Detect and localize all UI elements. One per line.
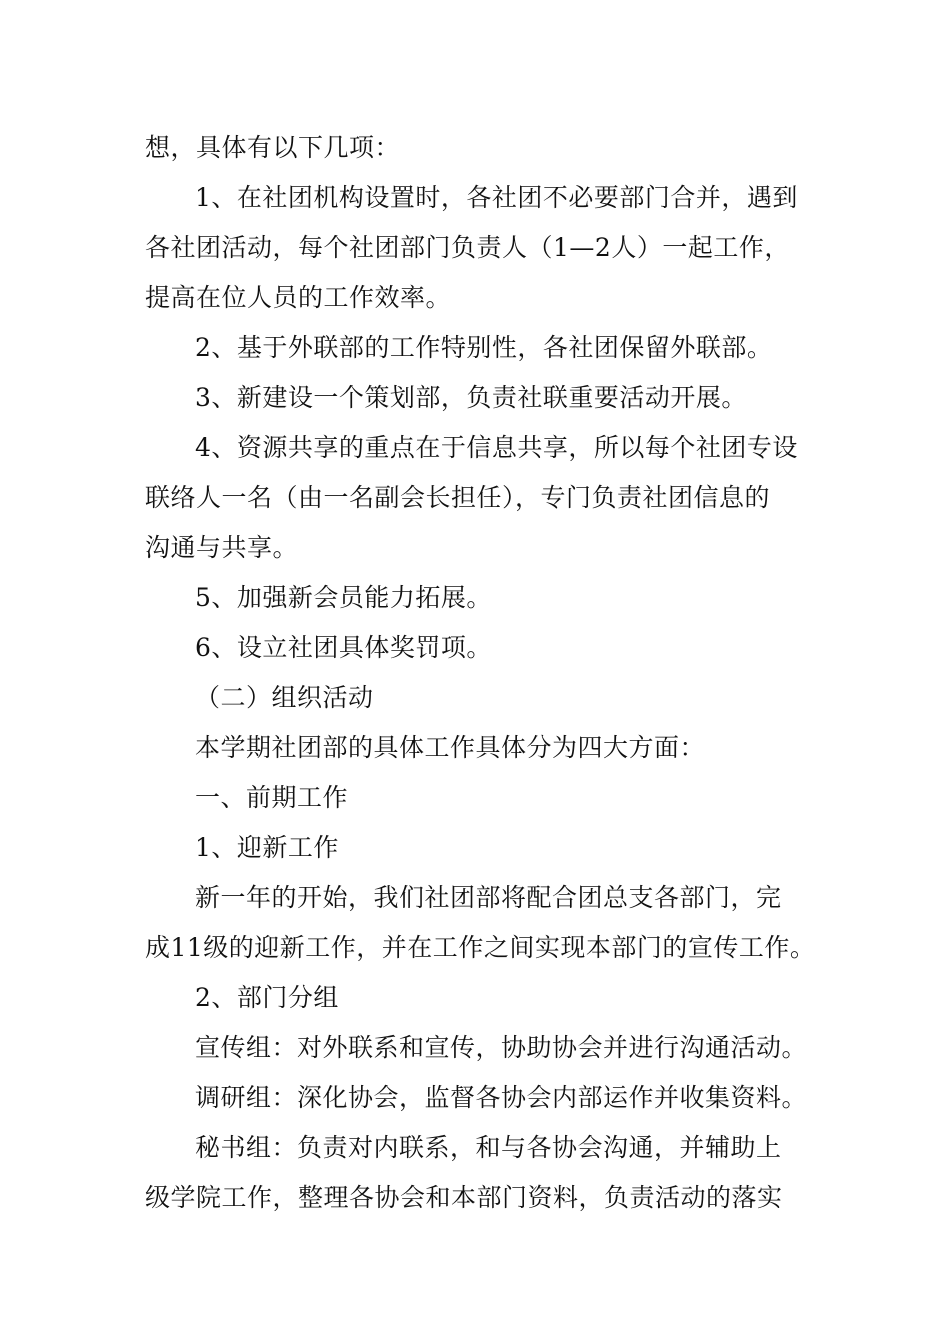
section-heading: 2、部门分组 <box>195 983 339 1012</box>
text-line: 各社团活动，每个社团部门负责人（1—2人）一起工作， <box>145 233 790 262</box>
text-line: 本学期社团部的具体工作具体分为四大方面： <box>195 733 706 762</box>
text-line: 6、设立社团具体奖罚项。 <box>195 633 492 662</box>
text-line: 想，具体有以下几项： <box>145 133 401 162</box>
text-line: 4、资源共享的重点在于信息共享，所以每个社团专设 <box>195 433 798 462</box>
text-line: 提高在位人员的工作效率。 <box>145 283 452 312</box>
text-line: 沟通与共享。 <box>145 533 299 562</box>
text-line: 级学院工作，整理各协会和本部门资料，负责活动的落实 <box>145 1183 783 1212</box>
section-heading: 1、迎新工作 <box>195 833 339 862</box>
text-line: 调研组：深化协会，监督各协会内部运作并收集资料。 <box>195 1083 808 1112</box>
text-line: 联络人一名（由一名副会长担任），专门负责社团信息的 <box>145 483 771 512</box>
text-line: 秘书组：负责对内联系，和与各协会沟通，并辅助上 <box>195 1133 782 1162</box>
section-heading: （二）组织活动 <box>195 683 374 712</box>
text-line: 1、在社团机构设置时，各社团不必要部门合并，遇到 <box>195 183 798 212</box>
text-line: 3、新建设一个策划部，负责社联重要活动开展。 <box>195 383 747 412</box>
text-line: 宣传组：对外联系和宣传，协助协会并进行沟通活动。 <box>195 1033 808 1062</box>
text-line: 5、加强新会员能力拓展。 <box>195 583 492 612</box>
text-line: 2、基于外联部的工作特别性，各社团保留外联部。 <box>195 333 773 362</box>
text-line: 新一年的开始，我们社团部将配合团总支各部门，完 <box>195 883 782 912</box>
section-heading: 一、前期工作 <box>195 783 349 812</box>
text-line: 成11级的迎新工作，并在工作之间实现本部门的宣传工作。 <box>145 933 816 962</box>
